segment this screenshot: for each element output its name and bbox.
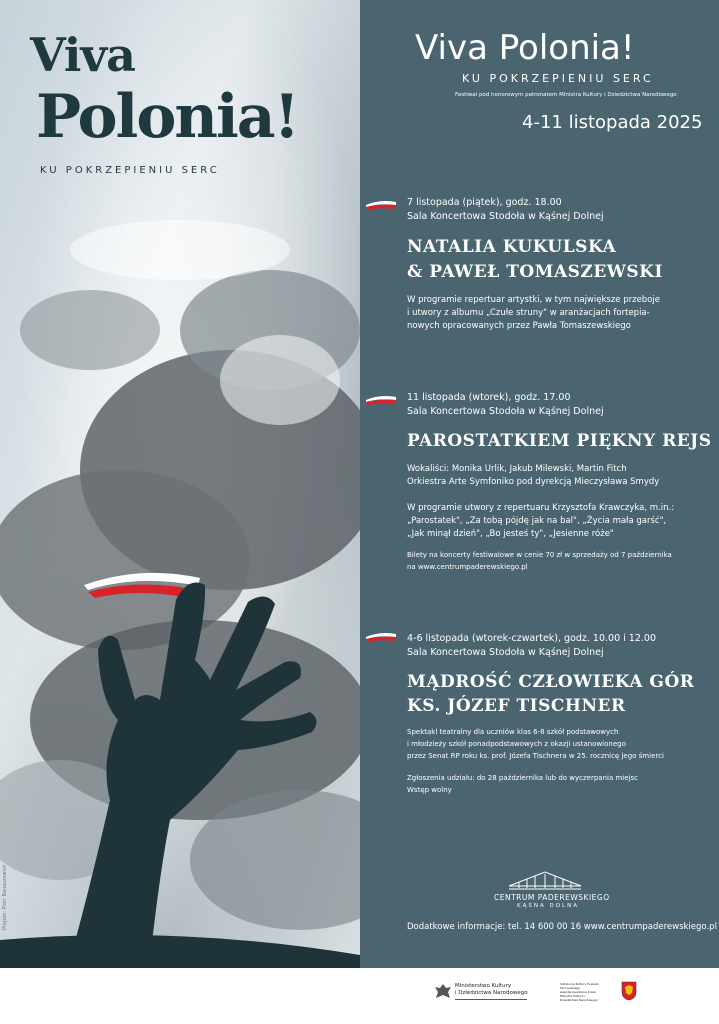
event2-date: 11 listopada (wtorek), godz. 17.00 [407, 392, 571, 403]
building-logo-icon [505, 868, 585, 890]
funding-text: Instytucja Kultury Powiatu Tarnowskiego współprowadzona przez Ministra Kultury i Dziedzictwa Narodowego [560, 982, 599, 1002]
bottom-strip [0, 968, 719, 1024]
festival-patronage: Festiwal pod honorowym patronatem Ministra Kultury i Dziedzictwa Narodowego [455, 92, 677, 98]
event3-date: 4-6 listopada (wtorek-czwartek), godz. 10.00 i 12.00 [407, 633, 657, 644]
event3-venue: Sala Koncertowa Stodoła w Kąśnej Dolnej [407, 647, 604, 658]
event1-desc-1: W programie repertuar artystki, w tym największe przeboje [407, 295, 660, 305]
eagle-emblem-icon [434, 982, 452, 1002]
flag-icon [366, 631, 398, 643]
footer-info: Dodatkowe informacje: tel. 14 600 00 16 www.centrumpaderewskiego.pl [407, 922, 717, 932]
event3-desc-2: i młodzieży szkół ponadpodstawowych z okazji ustanowionego [407, 740, 626, 748]
festival-title: Viva Polonia! [415, 28, 635, 68]
festival-dates: 4-11 listopada 2025 [522, 112, 703, 133]
left-title-viva: Viva [30, 28, 135, 82]
event1-title-line2: & PAWEŁ TOMASZEWSKI [407, 262, 663, 282]
event2-desc-3: „Jak minął dzień", „Bo jesteś ty", „Jesienne róże" [407, 529, 614, 539]
flag-icon [366, 199, 398, 211]
event2-desc-2: „Parostatek", „Za tobą pójdę jak na bal", „Życia mała garść", [407, 516, 667, 526]
flag-icon [366, 394, 398, 406]
event1-date: 7 listopada (piątek), godz. 18.00 [407, 197, 562, 208]
event3-title-line2: KS. JÓZEF TISCHNER [407, 696, 626, 716]
ministry-name-2: i Dziedzictwa Narodowego [455, 990, 528, 996]
ministry-underline [455, 999, 527, 1000]
logo-name: CENTRUM PADEREWSKIEGO [494, 893, 610, 902]
event1-desc-2: i utwory z albumu „Czułe struny" w aranżacjach fortepia- [407, 308, 650, 318]
left-subtitle: KU POKRZEPIENIU SERC [40, 165, 220, 176]
left-title-polonia: Polonia! [36, 82, 298, 152]
event3-extra-2: Wstęp wolny [407, 786, 452, 794]
event2-performers-1: Wokaliści: Monika Urlik, Jakub Milewski, Martin Fitch [407, 464, 627, 474]
event2-venue: Sala Koncertowa Stodoła w Kąśnej Dolnej [407, 406, 604, 417]
event2-performers-2: Orkiestra Arte Symfoniko pod dyrekcją Mieczysława Smydy [407, 477, 660, 487]
event1-desc-3: nowych opracowanych przez Pawła Tomaszewskiego [407, 321, 631, 331]
design-credit: Projekt: Piotr Banaszewski [2, 864, 8, 930]
event1-title-line1: NATALIA KUKULSKA [407, 237, 617, 257]
ministry-name-1: Ministerstwo Kultury [455, 983, 512, 989]
festival-subtitle: KU POKRZEPIENIU SERC [462, 72, 654, 85]
event2-tickets-1: Bilety na koncerty festiwalowe w cenie 70 zł w sprzedaży od 7 października [407, 551, 672, 559]
event2-desc-1: W programie utwory z repertuaru Krzysztofa Krawczyka, m.in.: [407, 503, 675, 513]
event3-extra-1: Zgłoszenia udziału: do 28 października lub do wyczerpania miejsc [407, 774, 638, 782]
event3-title-line1: MĄDROŚĆ CZŁOWIEKA GÓR [407, 672, 695, 692]
event3-desc-1: Spektakl teatralny dla uczniów klas 6-8 szkół podstawowych [407, 728, 619, 736]
event1-venue: Sala Koncertowa Stodoła w Kąśnej Dolnej [407, 211, 604, 222]
county-coat-of-arms-icon [621, 981, 637, 1001]
event2-tickets-2: na www.centrumpaderewskiego.pl [407, 563, 528, 571]
logo-place: KĄŚNA DOLNA [517, 903, 579, 909]
event3-desc-3: przez Senat RP roku ks. prof. Józefa Tischnera w 25. rocznicę jego śmierci [407, 752, 664, 760]
event2-title: PAROSTATKIEM PIĘKNY REJS [407, 431, 712, 451]
